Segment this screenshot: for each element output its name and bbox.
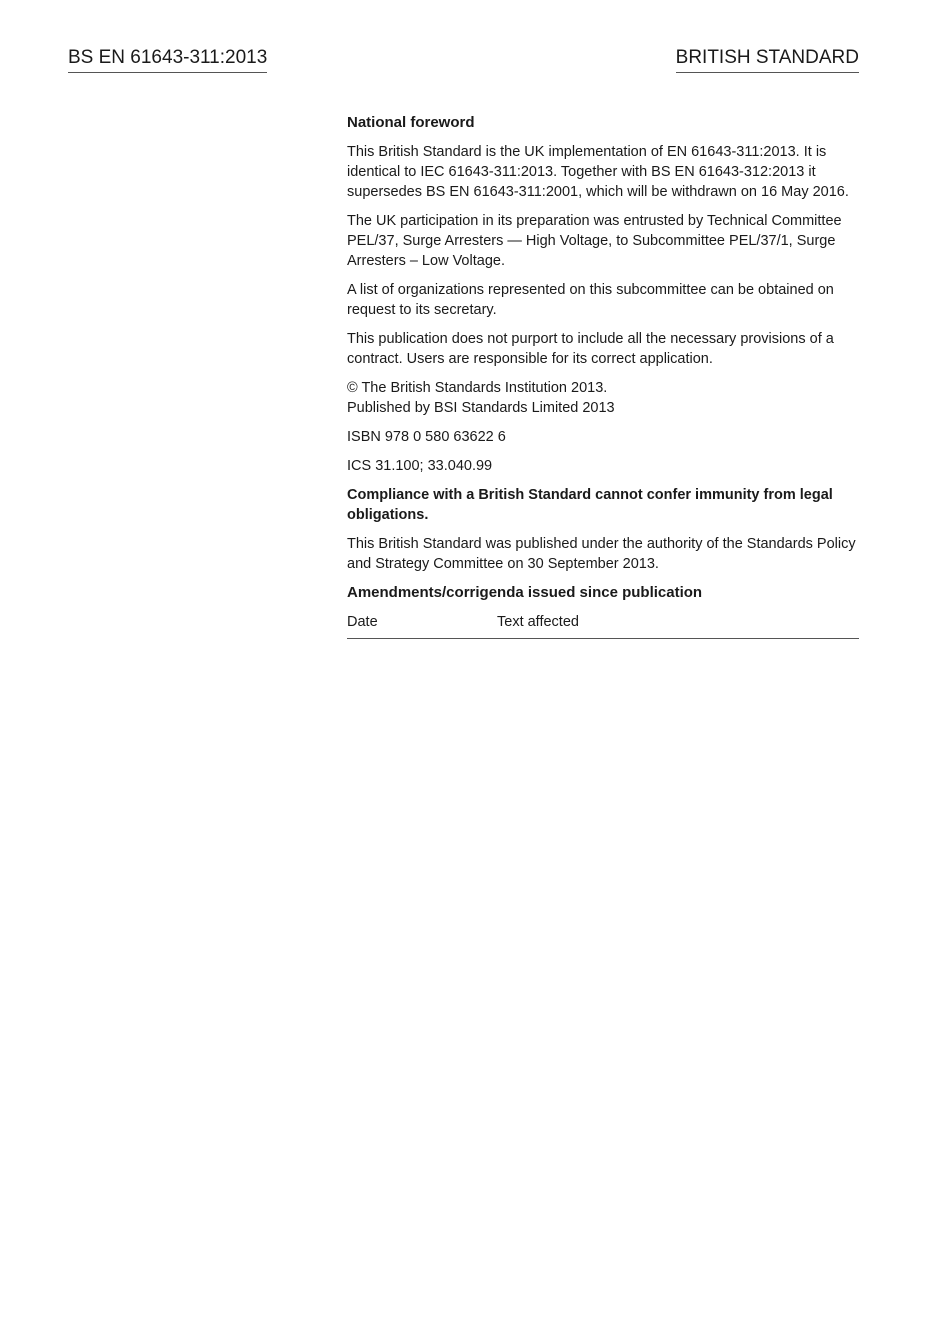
foreword-title: National foreword [347,114,475,131]
copyright-notice [347,378,859,418]
document-type: BRITISH STANDARD [676,47,859,73]
document-number: BS EN 61643-311:2013 [68,47,267,73]
column-header-date: Date [347,612,497,639]
foreword-paragraph-provisions: This publication does not purport to include all the necessary provisions of a contract. Users are responsible for its correct application. [347,331,834,367]
copyright-line: © The British Standards Institution 2013. [347,380,608,396]
compliance-statement: Compliance with a British Standard cannot confer immunity from legal obligations. [347,487,833,523]
national-foreword [347,113,859,639]
authority-statement: This British Standard was published under the authority of the Standards Policy and Strategy Committee on 30 September 2013. [347,536,856,572]
publisher-line: Published by BSI Standards Limited 2013 [347,400,615,416]
amendments-table [347,612,859,639]
amendments-title: Amendments/corrigenda issued since publication [347,584,703,601]
column-header-text-affected: Text affected [497,612,859,639]
isbn: ISBN 978 0 580 63622 6 [347,429,506,445]
foreword-paragraph-implementation: This British Standard is the UK implementation of EN 61643-311:2013. It is identical to IEC 61643-311:2013. Together with BS EN 61643-312:2013 it supersedes BS EN 61643-311:2001, which will be withdrawn on 16 May 2016. [347,144,849,200]
table-header-row [347,612,859,639]
ics: ICS 31.100; 33.040.99 [347,458,493,474]
foreword-paragraph-organizations: A list of organizations represented on this subcommittee can be obtained on request to its secretary. [347,282,834,318]
foreword-paragraph-committee: The UK participation in its preparation was entrusted by Technical Committee PEL/37, Surge Arresters — High Voltage, to Subcommittee PEL/37/1, Surge Arresters – Low Voltage. [347,213,842,269]
